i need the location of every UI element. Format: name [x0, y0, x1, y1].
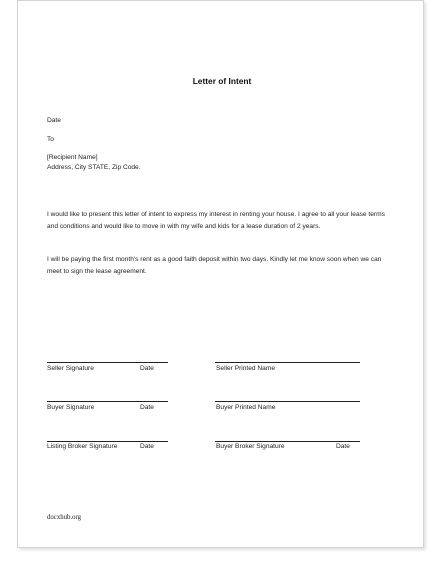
listing-broker-date-label: Date [140, 443, 154, 450]
paragraph-intent: I would like to present this letter of intent to express my interest in renting your house. I agree to all your lease terms and conditions and would like to move in with my wife and kids for a lease duration of 2 years. [47, 211, 385, 230]
buyer-printed-name-line [215, 401, 360, 402]
footer-source: docxhub.org [47, 514, 82, 521]
listing-broker-signature-line [47, 441, 168, 442]
recipient-address: Address, City STATE, Zip Code. [47, 164, 141, 171]
seller-signature-label: Seller Signature [47, 365, 94, 372]
buyer-broker-date-label: Date [336, 443, 350, 450]
buyer-broker-signature-line [215, 441, 360, 442]
buyer-broker-signature-label: Buyer Broker Signature [216, 443, 285, 450]
buyer-signature-line [47, 401, 168, 402]
buyer-printed-name-label: Buyer Printed Name [216, 404, 276, 411]
seller-printed-name-label: Seller Printed Name [216, 365, 276, 372]
date-label: Date [47, 117, 61, 124]
listing-broker-signature-label: Listing Broker Signature [47, 443, 118, 450]
document-title: Letter of Intent [192, 76, 252, 86]
seller-signature-line [47, 362, 168, 363]
buyer-signature-label: Buyer Signature [47, 404, 95, 411]
recipient-name: [Recipient Name] [47, 154, 98, 161]
paragraph-deposit: I will be paying the first month's rent as a good faith deposit within two days. Kindly let me know soon when we can meet to sign the lease agreement. [47, 256, 382, 275]
buyer-date-label: Date [140, 404, 154, 411]
seller-printed-name-line [215, 362, 360, 363]
seller-date-label: Date [140, 365, 154, 372]
to-label: To [47, 136, 54, 143]
